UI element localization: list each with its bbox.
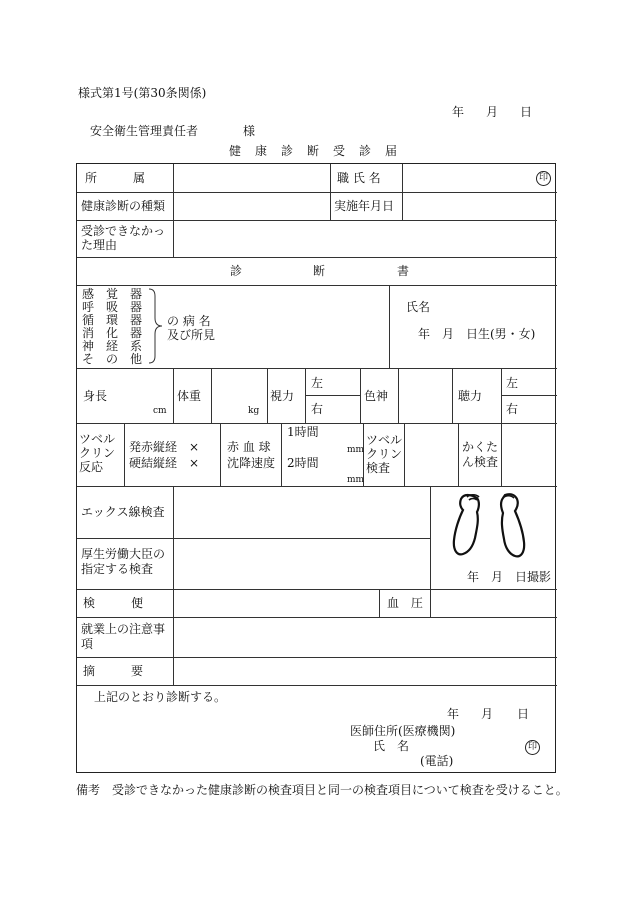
- organ-item: 消 化 器: [82, 326, 143, 340]
- height-unit: cm: [153, 406, 167, 416]
- organ-item: 呼 吸 器: [82, 300, 143, 314]
- doctor-seal-mark: 印: [525, 740, 540, 755]
- job-name-label: 職 氏 名: [337, 171, 381, 185]
- sign-month-label: 月: [481, 707, 494, 721]
- esr-hour2-unit: mm: [347, 475, 365, 485]
- tuberculin-exam-label-3: 検査: [366, 461, 391, 475]
- patient-name-label: 氏名: [406, 300, 431, 314]
- date-month-label: 月: [486, 105, 499, 119]
- hearing-left-label: 左: [506, 376, 519, 390]
- date-day-label: 日: [520, 105, 533, 119]
- ministry-test-label-1: 厚生労働大臣の: [81, 547, 166, 561]
- vision-right-label: 右: [311, 402, 324, 416]
- organ-item: 神 経 系: [82, 339, 143, 353]
- stool-test-label: 検 便: [83, 596, 144, 610]
- sign-year-label: 年: [447, 707, 460, 721]
- doctor-address-label: 医師住所(医療機関): [350, 724, 456, 738]
- tuberculin-label-2: クリン: [79, 446, 116, 460]
- brace-icon: [147, 288, 165, 364]
- diagnosis-report-form: [76, 163, 556, 773]
- color-vision-label: 色神: [364, 389, 389, 403]
- tuberculin-label-1: ツベル: [79, 432, 116, 446]
- summary-label: 摘 要: [83, 664, 144, 678]
- ministry-test-label-2: 指定する検査: [81, 562, 154, 576]
- photo-date-label: 年 月 日撮影: [467, 570, 552, 584]
- sputum-label-2: ん検査: [462, 455, 499, 469]
- honorific: 様: [243, 124, 256, 138]
- seal-mark: 印: [536, 171, 551, 186]
- disease-label-line1: の 病 名: [167, 314, 211, 328]
- date-year-label: 年: [452, 105, 465, 119]
- birth-date-label: 年 月 日生(男・女): [418, 327, 536, 341]
- sign-day-label: 日: [517, 707, 530, 721]
- organ-item: 感 覚 器: [82, 287, 143, 301]
- reason-label-line2: た理由: [81, 238, 118, 252]
- section-title-1: 診: [230, 264, 243, 278]
- vision-left-label: 左: [311, 376, 324, 390]
- footer-note: 備考 受診できなかった健康診断の検査項目と同一の検査項目について検査を受けること。: [76, 783, 568, 797]
- esr-hour2-label: 2時間: [287, 456, 319, 470]
- form-number: 様式第1号(第30条関係): [78, 86, 207, 100]
- work-note-label-1: 就業上の注意事: [81, 622, 166, 636]
- blood-pressure-label: 血 圧: [387, 596, 424, 610]
- height-label: 身長: [83, 389, 108, 403]
- vision-label: 視力: [270, 389, 295, 403]
- addressee: 安全衛生管理責任者: [90, 124, 199, 138]
- doctor-name-label: 氏 名: [373, 739, 410, 753]
- affiliation-label: 所 属: [85, 171, 146, 185]
- hearing-right-label: 右: [506, 402, 519, 416]
- organ-item: 循 環 器: [82, 313, 143, 327]
- organ-item: そ の 他: [82, 352, 143, 366]
- esr-hour1-unit: mm: [347, 445, 365, 455]
- section-title-3: 書: [397, 264, 410, 278]
- xray-label: エックス線検査: [81, 505, 165, 519]
- hearing-label: 聴力: [458, 389, 483, 403]
- phone-label: (電話): [420, 754, 454, 768]
- form-title: 健 康 診 断 受 診 届: [229, 144, 399, 158]
- weight-unit: kg: [248, 406, 260, 416]
- disease-label-line2: 及び所見: [167, 328, 216, 342]
- tuberculin-exam-label-2: クリン: [366, 447, 403, 461]
- induration-diameter: 硬結縦経 ×: [129, 456, 200, 470]
- tuberculin-label-3: 反応: [79, 460, 104, 474]
- esr-label-2: 沈降速度: [227, 456, 276, 470]
- diagnosis-statement: 上記のとおり診断する。: [94, 690, 227, 704]
- work-note-label-2: 項: [81, 637, 94, 651]
- weight-label: 体重: [177, 389, 202, 403]
- esr-label-1: 赤 血 球: [227, 440, 271, 454]
- esr-hour1-label: 1時間: [287, 425, 319, 439]
- exam-type-label: 健康診断の種類: [81, 199, 166, 213]
- tuberculin-exam-label-1: ツベル: [366, 433, 403, 447]
- sputum-label-1: かくた: [462, 440, 499, 454]
- lungs-icon: [449, 490, 531, 562]
- redness-diameter: 発赤縦経 ×: [129, 440, 200, 454]
- reason-label-line1: 受診できなかっ: [81, 224, 166, 238]
- section-title-2: 断: [313, 264, 326, 278]
- exam-date-label: 実施年月日: [334, 199, 395, 213]
